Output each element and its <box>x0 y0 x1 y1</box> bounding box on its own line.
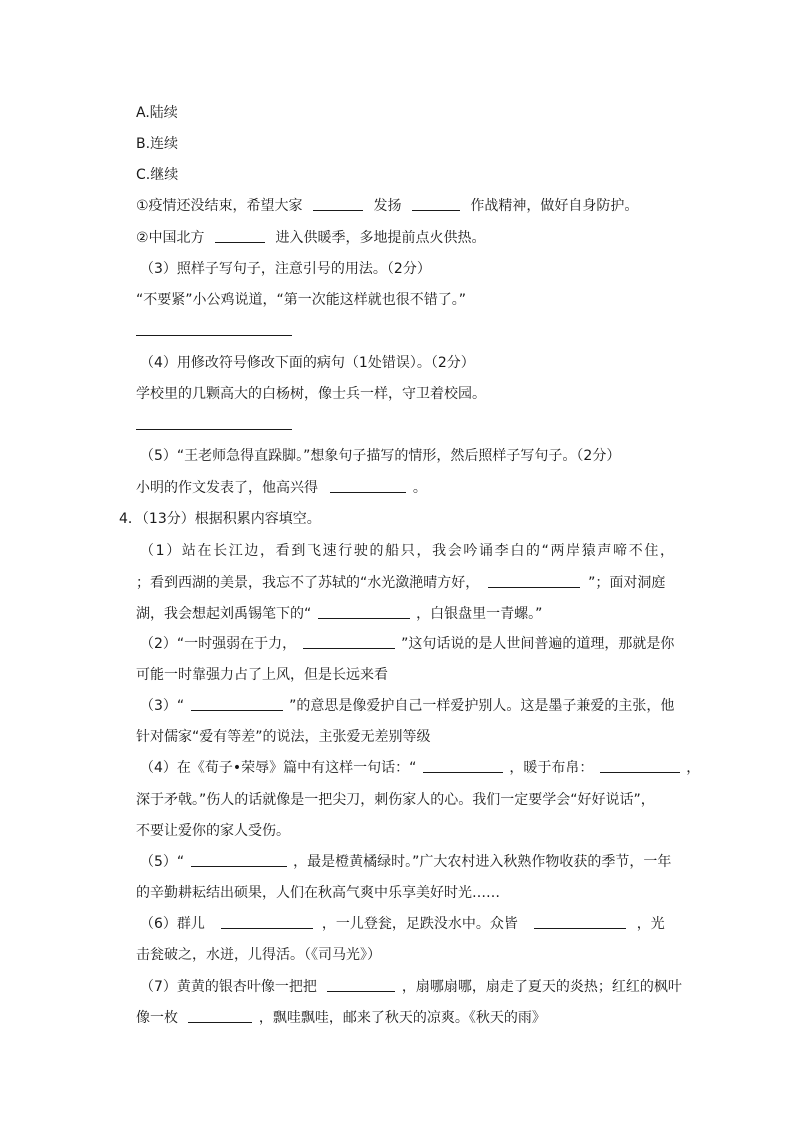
sub-question-3-title: （3）照样子写句子，注意引号的用法。（2分） <box>140 261 431 277</box>
q4-p2-line-1-part-b: ”这句话说的是人世间普遍的道理，那就是你 <box>401 636 675 652</box>
answer-blank[interactable] <box>330 478 406 493</box>
sub-question-3-example: “不要紧”小公鸡说道，“第一次能这样就也很不错了。” <box>136 292 467 308</box>
answer-blank[interactable] <box>191 696 283 711</box>
q4-p3-line-1 <box>140 696 674 716</box>
q4-p1-line-1: （1）站在长江边，看到飞速行驶的船只，我会吟诵李白的“两岸猿声啼不住， <box>140 543 674 559</box>
sentence-1-part-b: 发扬 <box>373 198 402 214</box>
q4-p6-line-2: 击瓮破之，水迸，儿得活。（《司马光》） <box>136 947 381 963</box>
q4-p6-line-1-part-b: ，一儿登瓮，足跌没水中。众皆 <box>321 916 518 932</box>
answer-blank[interactable] <box>221 914 313 929</box>
q4-p6-line-1 <box>140 914 665 934</box>
sub-question-4-title: （4）用修改符号修改下面的病句（1处错误）。（2分） <box>140 355 475 371</box>
answer-blank[interactable] <box>600 758 680 773</box>
answer-line[interactable] <box>136 429 292 430</box>
answer-line[interactable] <box>136 335 292 336</box>
q4-p3-line-2: 针对儒家“爱有等差”的说法，主张爱无差别等级 <box>136 729 431 745</box>
q4-p3-line-1-part-b: ”的意思是像爱护自己一样爱护别人。这是墨子兼爱的主张，他 <box>289 698 675 714</box>
option-b: B.连续 <box>136 136 179 152</box>
q4-p5-line-1 <box>140 852 671 872</box>
q4-p5-line-1-part-a: （5）“ <box>140 854 185 870</box>
q4-p1-line-2-part-b: ”；面对洞庭 <box>588 575 666 591</box>
option-c: C.继续 <box>136 167 179 183</box>
answer-blank[interactable] <box>318 604 410 619</box>
answer-blank[interactable] <box>534 914 626 929</box>
sub-question-5-part-a: 小明的作文发表了，他高兴得 <box>136 480 318 496</box>
sub-question-5-part-b: 。 <box>412 480 427 496</box>
answer-blank[interactable] <box>188 1008 252 1023</box>
q4-p4-line-1-part-c: ， <box>686 760 701 776</box>
sentence-2-part-b: 进入供暖季，多地提前点火供热。 <box>275 230 486 246</box>
sub-question-5-title: （5）“王老师急得直跺脚。”想象句子描写的情形，然后照样子写句子。（2分） <box>140 448 621 464</box>
q4-p4-line-3: 不要让爱你的家人受伤。 <box>136 823 290 839</box>
answer-blank[interactable] <box>191 852 287 867</box>
sentence-1-part-a: ①疫情还没结束，希望大家 <box>136 198 303 214</box>
q4-p3-line-1-part-a: （3）“ <box>140 698 185 714</box>
q4-p2-line-2: 可能一时靠强力占了上风，但是长远来看 <box>136 667 388 683</box>
q4-p4-line-1-part-b: ，暖于布帛： <box>509 760 594 776</box>
q4-p1-line-3 <box>136 604 542 624</box>
sub-question-5-sentence <box>136 478 427 498</box>
q4-p1-line-3-part-a: 湖，我会想起刘禹锡笔下的“ <box>136 606 312 622</box>
answer-blank[interactable] <box>215 228 265 243</box>
q4-p2-line-1 <box>140 634 674 654</box>
q4-p4-line-1-part-a: （4）在《荀子•荣辱》篇中有这样一句话：“ <box>140 760 417 776</box>
answer-blank[interactable] <box>488 573 580 588</box>
q4-p7-line-2-part-b: ，飘哇飘哇，邮来了秋天的凉爽。《秋天的雨》 <box>258 1010 546 1026</box>
answer-blank[interactable] <box>423 758 503 773</box>
q4-p1-line-3-part-b: ，白银盘里一青螺。” <box>416 606 543 622</box>
q4-p6-line-1-part-c: ，光 <box>636 916 665 932</box>
question-4-title: 4．（13分）根据积累内容填空。 <box>119 511 321 527</box>
sentence-1 <box>136 196 638 216</box>
sentence-2 <box>136 228 485 248</box>
option-a: A.陆续 <box>136 105 178 121</box>
answer-blank[interactable] <box>327 977 395 992</box>
q4-p2-line-1-part-a: （2）“一时强弱在于力， <box>140 636 297 652</box>
q4-p5-line-1-part-b: ，最是橙黄橘绿时。”广大农村进入秋熟作物收获的季节，一年 <box>293 854 672 870</box>
q4-p1-line-2-part-a: ；看到西湖的美景，我忘不了苏轼的“水光潋滟晴方好， <box>136 575 480 591</box>
q4-p7-line-2-part-a: 像一枚 <box>136 1010 178 1026</box>
q4-p7-line-1 <box>140 977 682 997</box>
answer-blank[interactable] <box>303 634 395 649</box>
q4-p7-line-1-part-b: ，扇哪扇哪，扇走了夏天的炎热；红红的枫叶 <box>401 979 682 995</box>
answer-blank[interactable] <box>412 196 460 211</box>
answer-blank[interactable] <box>313 196 363 211</box>
q4-p7-line-2 <box>136 1008 546 1028</box>
q4-p7-line-1-part-a: （7）黄黄的银杏叶像一把把 <box>140 979 317 995</box>
q4-p6-line-1-part-a: （6）群儿 <box>140 916 205 932</box>
q4-p1-line-2 <box>136 573 665 593</box>
sentence-1-part-c: 作战精神，做好自身防护。 <box>470 198 639 214</box>
sub-question-4-sentence: 学校里的几颗高大的白杨树，像士兵一样，守卫着校园。 <box>136 386 486 402</box>
q4-p5-line-2: 的辛勤耕耘结出硕果，人们在秋高气爽中乐享美好时光…… <box>136 885 500 901</box>
sentence-2-part-a: ②中国北方 <box>136 230 205 246</box>
q4-p4-line-1 <box>140 758 700 778</box>
q4-p4-line-2: 深于矛戟。”伤人的话就像是一把尖刀，刺伤家人的心。我们一定要学会“好好说话”， <box>136 792 655 808</box>
